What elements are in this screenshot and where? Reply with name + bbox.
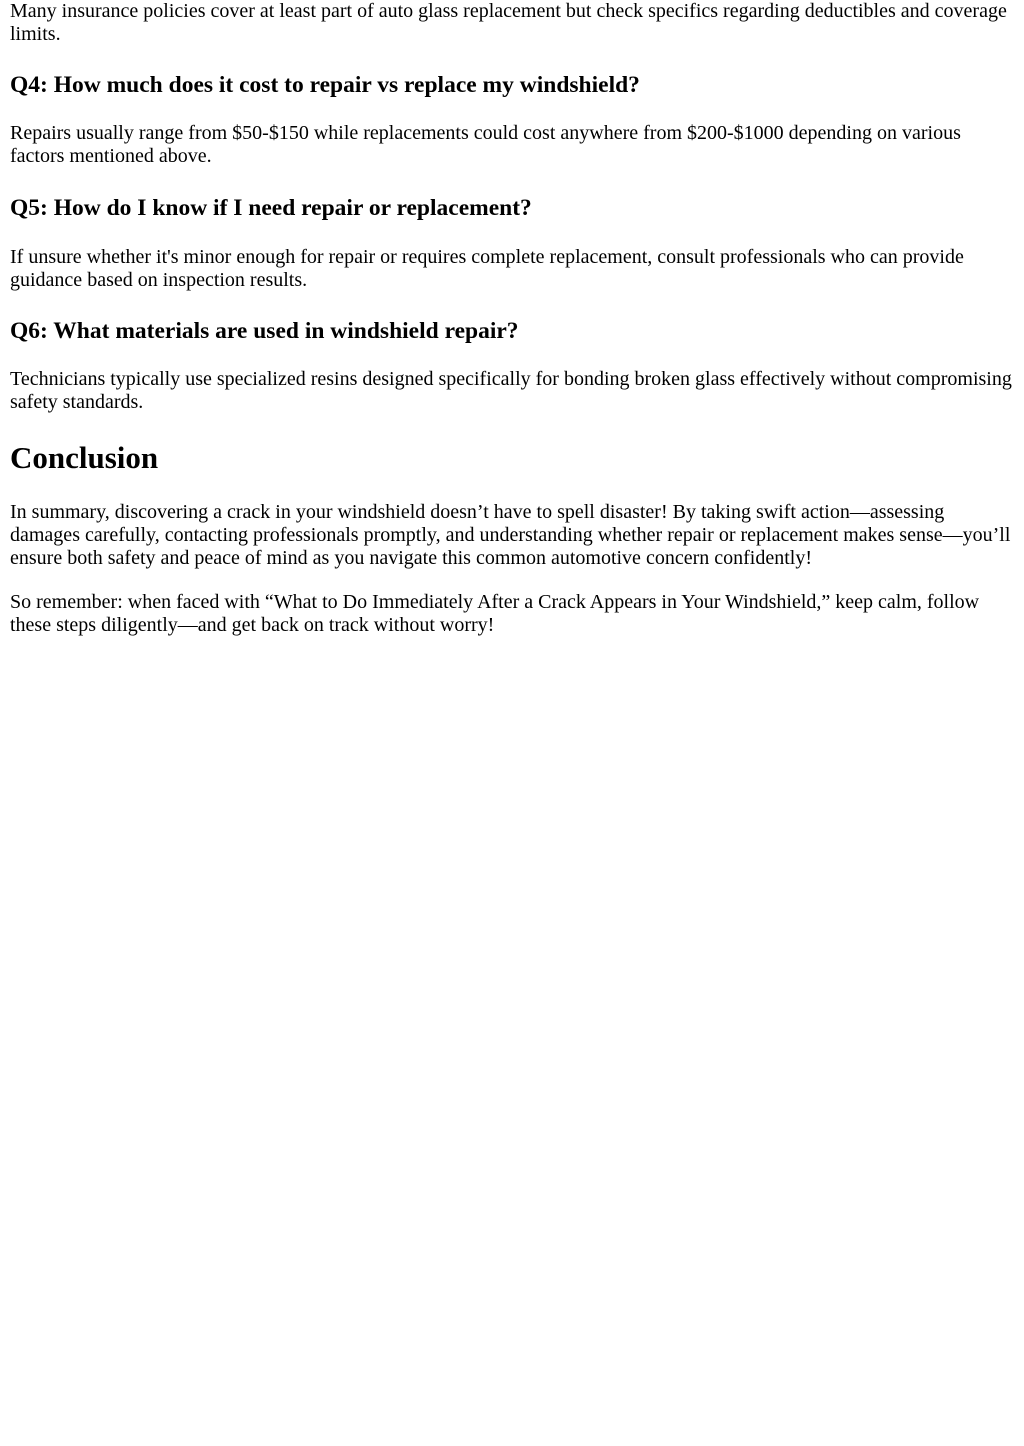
conclusion-heading: Conclusion [10, 440, 159, 475]
faq-question-q6: Q6: What materials are used in windshield repair? [10, 318, 519, 344]
conclusion-paragraph-1: In summary, discovering a crack in your windshield doesn’t have to spell disaster! By taking swift action—assessing damages carefully, contacting professionals promptly, and understanding whether repair or replacement makes sense—you’ll ensure both safety and peace of mind as you navigate this common automotive concern confidently! [10, 501, 1011, 569]
faq-answer-q6: Technicians typically use specialized resins designed specifically for bonding broken glass effectively without compromising safety standards. [10, 368, 1012, 413]
intro-paragraph: Many insurance policies cover at least part of auto glass replacement but check specifics regarding deductibles and coverage limits. [10, 0, 1007, 45]
faq-question-q5: Q5: How do I know if I need repair or replacement? [10, 195, 532, 221]
faq-answer-q5: If unsure whether it's minor enough for repair or requires complete replacement, consult professionals who can provide guidance based on inspection results. [10, 246, 964, 291]
faq-answer-q4: Repairs usually range from $50-$150 while replacements could cost anywhere from $200-$1000 depending on various factors mentioned above. [10, 122, 961, 167]
faq-question-q4: Q4: How much does it cost to repair vs replace my windshield? [10, 72, 640, 98]
conclusion-paragraph-2: So remember: when faced with “What to Do Immediately After a Crack Appears in Your Windshield,” keep calm, follow these steps diligently—and get back on track without worry! [10, 591, 980, 636]
